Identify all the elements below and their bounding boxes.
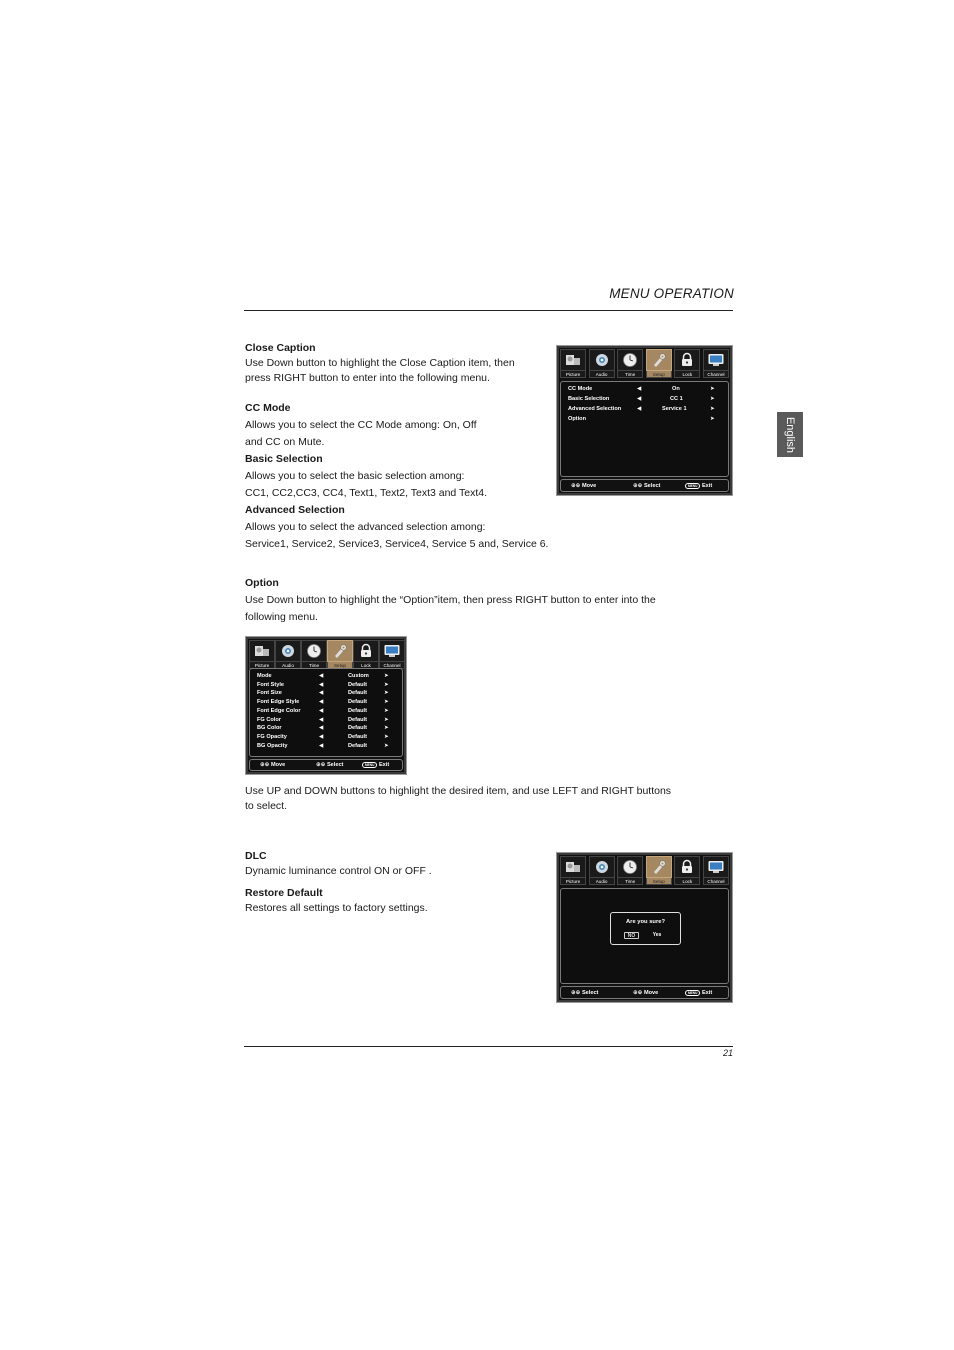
move-hint: ⊕⊕ Move: [571, 483, 597, 489]
osd-tab-label: Time: [617, 878, 643, 885]
osd-row-label: Basic Selection: [568, 396, 610, 402]
osd-tab-lock[interactable]: [353, 640, 379, 669]
advanced-selection-heading: Advanced Selection: [245, 504, 345, 516]
time-icon: [617, 856, 643, 878]
osd-row-mode[interactable]: [250, 672, 402, 681]
cc-mode-heading: CC Mode: [245, 402, 291, 414]
osd-tab-label: Time: [617, 371, 643, 378]
osd-row-bg-opacity[interactable]: [250, 742, 402, 751]
channel-icon: [703, 856, 729, 878]
close-caption-line-1: Use Down button to highlight the Close Caption item, then: [245, 357, 515, 369]
cc-mode-line-2: and CC on Mute.: [245, 436, 325, 448]
setup-icon: [646, 856, 672, 878]
updown-note-line-1: Use UP and DOWN buttons to highlight the desired item, and use LEFT and RIGHT buttons: [245, 785, 672, 797]
osd-row-value: Default: [348, 690, 367, 697]
osd-menu-panel: [560, 381, 729, 477]
footer-divider: [244, 1046, 733, 1047]
right-arrow-icon[interactable]: ➤: [384, 716, 389, 723]
cc-mode-section: [245, 400, 548, 553]
right-arrow-icon[interactable]: ➤: [384, 690, 389, 697]
left-arrow-icon[interactable]: ◀: [637, 386, 642, 392]
left-arrow-icon[interactable]: ◀: [319, 742, 324, 749]
option-heading: Option: [245, 577, 279, 589]
osd-row-value: Custom: [348, 673, 369, 679]
osd-tab-label: Lock: [353, 662, 379, 669]
yes-button[interactable]: Yes: [652, 932, 662, 938]
osd-row-label: Option: [568, 416, 587, 422]
osd-tab-picture[interactable]: [560, 856, 586, 885]
basic-selection-heading: Basic Selection: [245, 453, 323, 465]
osd-tab-audio[interactable]: [589, 349, 615, 378]
section-title: MENU OPERATION: [609, 286, 734, 301]
left-arrow-icon[interactable]: ◀: [637, 406, 642, 412]
osd-row-font-edge-style[interactable]: [250, 698, 402, 707]
right-arrow-icon[interactable]: ➤: [384, 707, 389, 714]
select-hint: ⊕⊕ Select: [316, 762, 344, 768]
close-caption-osd: [556, 345, 733, 496]
close-caption-line-2: press RIGHT button to enter into the following menu.: [245, 372, 490, 384]
left-arrow-icon[interactable]: ◀: [319, 673, 324, 679]
header-divider: [244, 310, 733, 311]
osd-row-value: Default: [348, 699, 367, 706]
right-arrow-icon[interactable]: ➤: [710, 396, 715, 402]
osd-tab-label: Picture: [560, 878, 586, 885]
osd-tab-lock[interactable]: [674, 856, 700, 885]
right-arrow-icon[interactable]: ➤: [384, 725, 389, 732]
osd-tab-label: Time: [301, 662, 327, 669]
osd-row-label: FG Opacity: [257, 733, 287, 740]
osd-row-option[interactable]: [561, 415, 728, 424]
osd-row-advanced-selection[interactable]: [561, 405, 728, 414]
picture-icon: [249, 640, 275, 662]
osd-tab-label: Picture: [249, 662, 275, 669]
osd-footer: [560, 479, 729, 492]
exit-hint: MENU Exit: [362, 762, 389, 768]
audio-icon: [589, 856, 615, 878]
osd-row-label: Font Size: [257, 690, 282, 697]
osd-row-label: Font Style: [257, 681, 285, 688]
osd-row-font-size[interactable]: [250, 689, 402, 698]
confirm-question: Are you sure?: [626, 919, 665, 925]
right-arrow-icon[interactable]: ➤: [710, 386, 715, 392]
osd-tab-channel[interactable]: [703, 856, 729, 885]
osd-row-value: Default: [348, 733, 367, 740]
lock-icon: [674, 856, 700, 878]
right-arrow-icon[interactable]: ➤: [384, 699, 389, 706]
select-hint: ⊕⊕ Select: [571, 990, 599, 996]
osd-tab-bar: [249, 640, 403, 669]
osd-tab-label: Channel: [703, 878, 729, 885]
osd-row-value: On: [672, 386, 680, 392]
option-section: [245, 575, 656, 626]
setup-icon: [646, 349, 672, 371]
updown-note-line-2: to select.: [245, 800, 288, 812]
menu-key-icon: MENU: [685, 483, 700, 489]
osd-tab-label: Setup: [646, 878, 672, 885]
dlc-line-1: Dynamic luminance control ON or OFF .: [245, 865, 432, 877]
restore-default-osd: [556, 852, 733, 1003]
osd-row-label: CC Mode: [568, 386, 593, 392]
restore-default-line-1: Restores all settings to factory settings.: [245, 902, 428, 914]
osd-row-font-style[interactable]: [250, 681, 402, 690]
close-caption-section: [245, 341, 515, 386]
osd-tab-bar: [560, 349, 729, 378]
channel-icon: [379, 640, 405, 662]
left-arrow-icon[interactable]: ◀: [319, 707, 324, 714]
restore-default-section: [245, 886, 428, 916]
channel-icon: [703, 349, 729, 371]
osd-tab-picture[interactable]: [249, 640, 275, 669]
osd-tab-label: Picture: [560, 371, 586, 378]
osd-tab-channel[interactable]: [703, 349, 729, 378]
picture-icon: [560, 349, 586, 371]
osd-row-label: Mode: [257, 673, 272, 679]
left-arrow-icon[interactable]: ◀: [319, 690, 324, 697]
option-line-1: Use Down button to highlight the “Option”item, then press RIGHT button to enter into the: [245, 594, 656, 606]
basic-selection-line-1: Allows you to select the basic selection among:: [245, 470, 465, 482]
left-arrow-icon[interactable]: ◀: [319, 716, 324, 723]
osd-row-value: Default: [348, 716, 367, 723]
page-number: 21: [722, 1048, 733, 1058]
lock-icon: [353, 640, 379, 662]
osd-row-label: BG Opacity: [257, 742, 288, 749]
osd-tab-picture[interactable]: [560, 349, 586, 378]
right-arrow-icon[interactable]: ➤: [384, 742, 389, 749]
osd-row-value: Default: [348, 742, 367, 749]
osd-tab-setup[interactable]: [327, 640, 353, 669]
osd-tab-label: Lock: [674, 371, 700, 378]
move-hint: ⊕⊕ Move: [633, 990, 659, 996]
cc-mode-line-1: Allows you to select the CC Mode among: On, Off: [245, 419, 477, 431]
osd-row-value: Service 1: [662, 406, 687, 412]
osd-tab-label: Channel: [379, 662, 405, 669]
no-button[interactable]: NO: [624, 932, 639, 939]
osd-row-basic-selection[interactable]: [561, 395, 728, 404]
time-icon: [301, 640, 327, 662]
osd-row-cc-mode[interactable]: [561, 385, 728, 394]
osd-tab-label: Audio: [589, 371, 615, 378]
osd-row-label: FG Color: [257, 716, 281, 723]
right-arrow-icon[interactable]: ➤: [710, 416, 715, 422]
setup-icon: [327, 640, 353, 662]
osd-tab-time[interactable]: [301, 640, 327, 669]
osd-tab-lock[interactable]: [674, 349, 700, 378]
audio-icon: [275, 640, 301, 662]
osd-tab-bar: [560, 856, 729, 885]
osd-tab-audio[interactable]: [589, 856, 615, 885]
osd-row-fg-color[interactable]: [250, 716, 402, 725]
left-arrow-icon[interactable]: ◀: [319, 681, 324, 688]
advanced-selection-line-1: Allows you to select the advanced selection among:: [245, 521, 486, 533]
osd-tab-label: Audio: [275, 662, 301, 669]
osd-tab-label: Audio: [589, 878, 615, 885]
left-arrow-icon[interactable]: ◀: [637, 396, 642, 402]
osd-row-bg-color[interactable]: [250, 724, 402, 733]
left-arrow-icon[interactable]: ◀: [319, 699, 324, 706]
osd-tab-label: Channel: [703, 371, 729, 378]
updown-note: [245, 784, 671, 814]
osd-tab-setup[interactable]: [646, 856, 672, 885]
advanced-selection-line-2: Service1, Service2, Service3, Service4, Service 5 and, Service 6.: [245, 538, 549, 550]
osd-row-value: Default: [348, 681, 367, 688]
right-arrow-icon[interactable]: ➤: [384, 673, 389, 679]
option-osd: [245, 636, 407, 775]
osd-row-fg-opacity[interactable]: [250, 733, 402, 742]
time-icon: [617, 349, 643, 371]
osd-tab-label: Lock: [674, 878, 700, 885]
osd-tab-audio[interactable]: [275, 640, 301, 669]
menu-key-icon: MENU: [362, 762, 377, 768]
confirm-dialog: [610, 912, 681, 945]
osd-tab-channel[interactable]: [379, 640, 405, 669]
osd-row-value: CC 1: [670, 396, 683, 402]
language-label: English: [784, 416, 796, 453]
osd-menu-panel: [249, 668, 403, 757]
osd-tab-label: Setup: [327, 662, 353, 669]
osd-footer: [560, 986, 729, 999]
restore-default-heading: Restore Default: [245, 887, 323, 899]
option-line-2: following menu.: [245, 611, 318, 623]
left-arrow-icon[interactable]: ◀: [319, 733, 324, 740]
right-arrow-icon[interactable]: ➤: [710, 406, 715, 412]
osd-row-label: Font Edge Color: [257, 707, 301, 714]
osd-tab-time[interactable]: [617, 856, 643, 885]
basic-selection-line-2: CC1, CC2,CC3, CC4, Text1, Text2, Text3 and Text4.: [245, 487, 488, 499]
exit-hint: MENU Exit: [685, 483, 712, 489]
osd-row-label: BG Color: [257, 725, 282, 732]
osd-row-value: Default: [348, 725, 367, 732]
osd-row-font-edge-color[interactable]: [250, 707, 402, 716]
right-arrow-icon[interactable]: ➤: [384, 733, 389, 740]
exit-hint: MENU Exit: [685, 990, 712, 996]
select-hint: ⊕⊕ Select: [633, 483, 661, 489]
osd-tab-setup[interactable]: [646, 349, 672, 378]
move-hint: ⊕⊕ Move: [260, 762, 286, 768]
language-side-tab: [777, 412, 803, 457]
osd-row-label: Advanced Selection: [568, 406, 622, 412]
picture-icon: [560, 856, 586, 878]
menu-key-icon: MENU: [685, 990, 700, 996]
osd-tab-label: Setup: [646, 371, 672, 378]
osd-menu-panel: [560, 888, 729, 984]
audio-icon: [589, 349, 615, 371]
osd-footer: [249, 759, 403, 771]
dlc-heading: DLC: [245, 850, 267, 862]
osd-tab-time[interactable]: [617, 349, 643, 378]
dlc-section: [245, 849, 432, 879]
osd-row-label: Font Edge Style: [257, 699, 300, 706]
lock-icon: [674, 349, 700, 371]
left-arrow-icon[interactable]: ◀: [319, 725, 324, 732]
right-arrow-icon[interactable]: ➤: [384, 681, 389, 688]
osd-row-value: Default: [348, 707, 367, 714]
close-caption-heading: Close Caption: [245, 342, 316, 354]
